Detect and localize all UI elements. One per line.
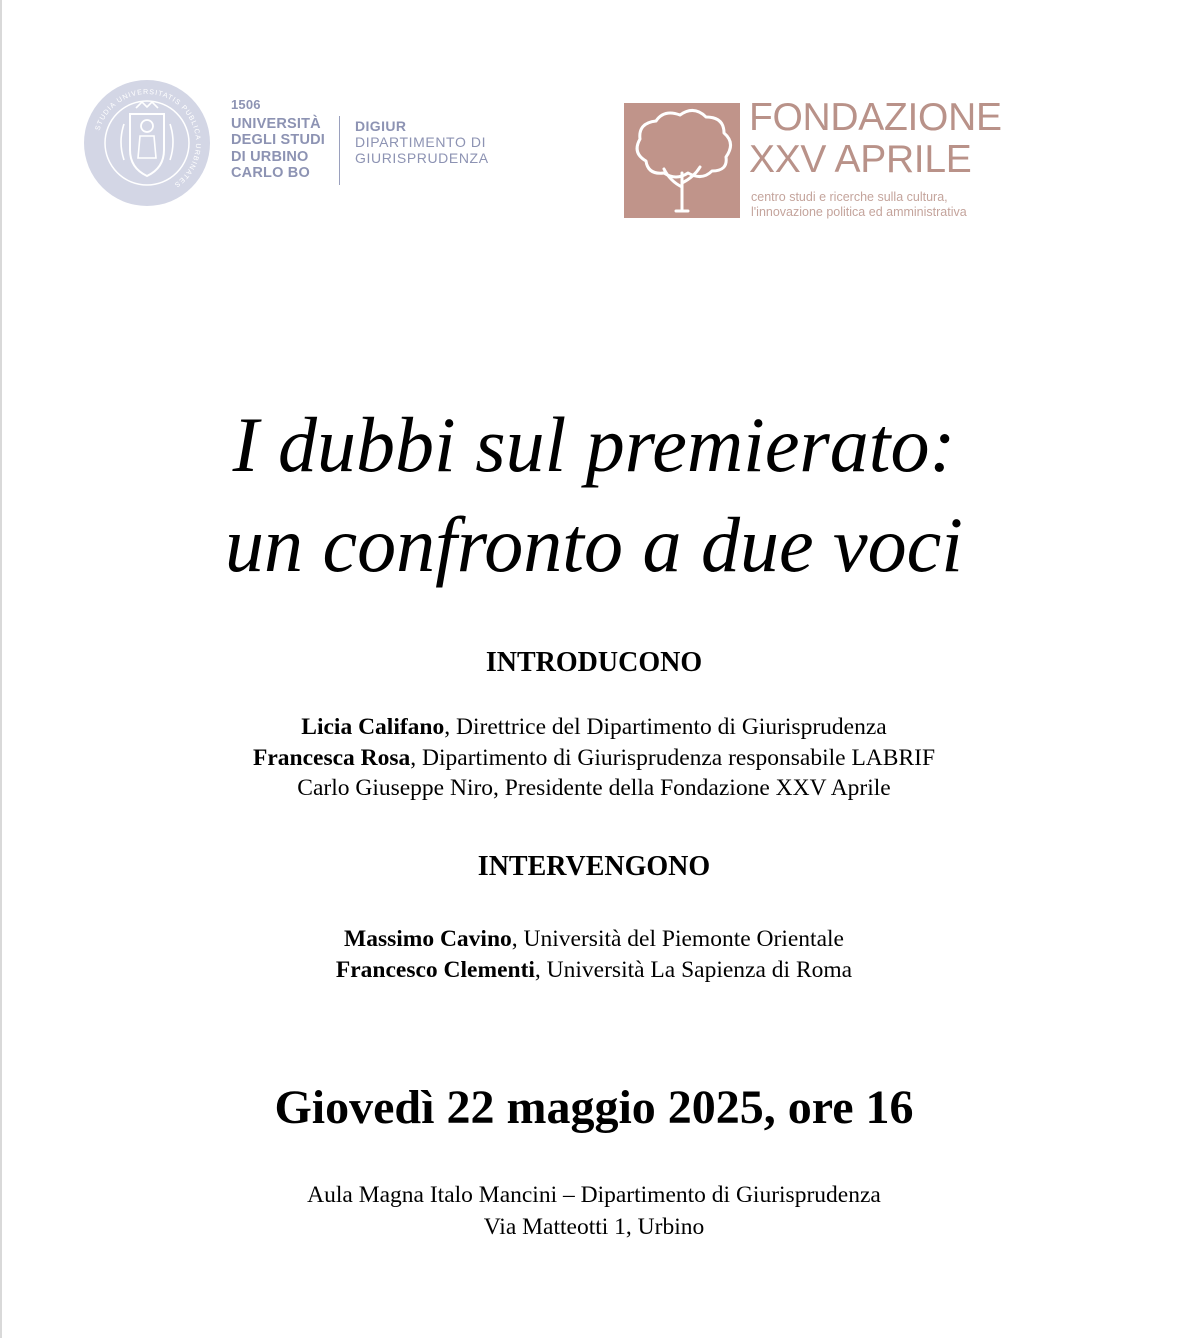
speaker-row xyxy=(0,955,1188,986)
university-year: 1506 xyxy=(231,97,261,112)
title-line2: un confronto a due voci xyxy=(225,501,963,588)
speaker-role: , Università del Piemonte Orientale xyxy=(511,926,844,952)
fondazione-sub-line1: centro studi e ricerche sulla cultura, xyxy=(751,190,948,204)
speaker-role: , Università La Sapienza di Roma xyxy=(534,956,853,983)
fondazione-sub-line2: l'innovazione politica ed amministrativa xyxy=(751,205,967,219)
speaker-row xyxy=(0,924,1188,955)
event-date-time: Giovedì 22 maggio 2025, ore 16 xyxy=(274,1081,914,1134)
intervengono-heading: INTERVENGONO xyxy=(477,851,711,882)
fondazione-name-line1: FONDAZIONE xyxy=(749,96,1002,139)
venue-line2: Via Matteotti 1, Urbino xyxy=(483,1214,705,1240)
speaker-role: , Dipartimento di Giurisprudenza responsabile LABRIF xyxy=(410,744,936,771)
university-name-line: CARLO BO xyxy=(231,165,310,181)
university-name-line: UNIVERSITÀ xyxy=(231,115,321,132)
university-seal-logo xyxy=(84,80,210,206)
speaker-role: , Direttrice del Dipartimento di Giurisprudenza xyxy=(444,714,887,740)
speaker-name: Francesco Clementi xyxy=(335,956,535,983)
speaker-row xyxy=(0,712,1188,743)
logo-divider xyxy=(339,116,340,185)
speaker-row: Carlo Giuseppe Niro, Presidente della Fondazione XXV Aprile xyxy=(297,775,891,801)
university-name xyxy=(231,97,325,182)
department-line: GIURISPRUDENZA xyxy=(355,150,489,166)
fondazione-name-line2: XXV APRILE xyxy=(749,138,972,181)
speaker-name: Licia Califano xyxy=(301,714,445,740)
title-line1: I dubbi sul premierato: xyxy=(232,401,956,488)
department-code: DIGIUR xyxy=(355,118,407,134)
speaker-name: Francesca Rosa xyxy=(252,744,411,771)
fondazione-name xyxy=(749,97,1002,181)
speaker-row xyxy=(0,743,1188,774)
fondazione-subtitle xyxy=(751,190,967,220)
introducono-heading: INTRODUCONO xyxy=(485,647,703,678)
department-line: DIPARTIMENTO DI xyxy=(355,134,487,150)
tree-icon xyxy=(624,103,740,218)
introducono-list xyxy=(0,712,1188,804)
intervengono-list xyxy=(0,924,1188,985)
fondazione-tree-logo xyxy=(624,103,740,218)
event-title xyxy=(0,395,1188,595)
event-venue xyxy=(0,1179,1188,1243)
venue-line1: Aula Magna Italo Mancini – Dipartimento di Giurisprudenza xyxy=(307,1182,881,1208)
speaker-name: Massimo Cavino xyxy=(344,926,512,952)
university-name-line: DI URBINO xyxy=(231,148,309,165)
university-name-line: DEGLI STUDI xyxy=(231,132,326,148)
department-name xyxy=(355,118,489,166)
seal-text: STUDIA UNIVERSITATIS PUBLICA URBINATES xyxy=(94,88,202,189)
